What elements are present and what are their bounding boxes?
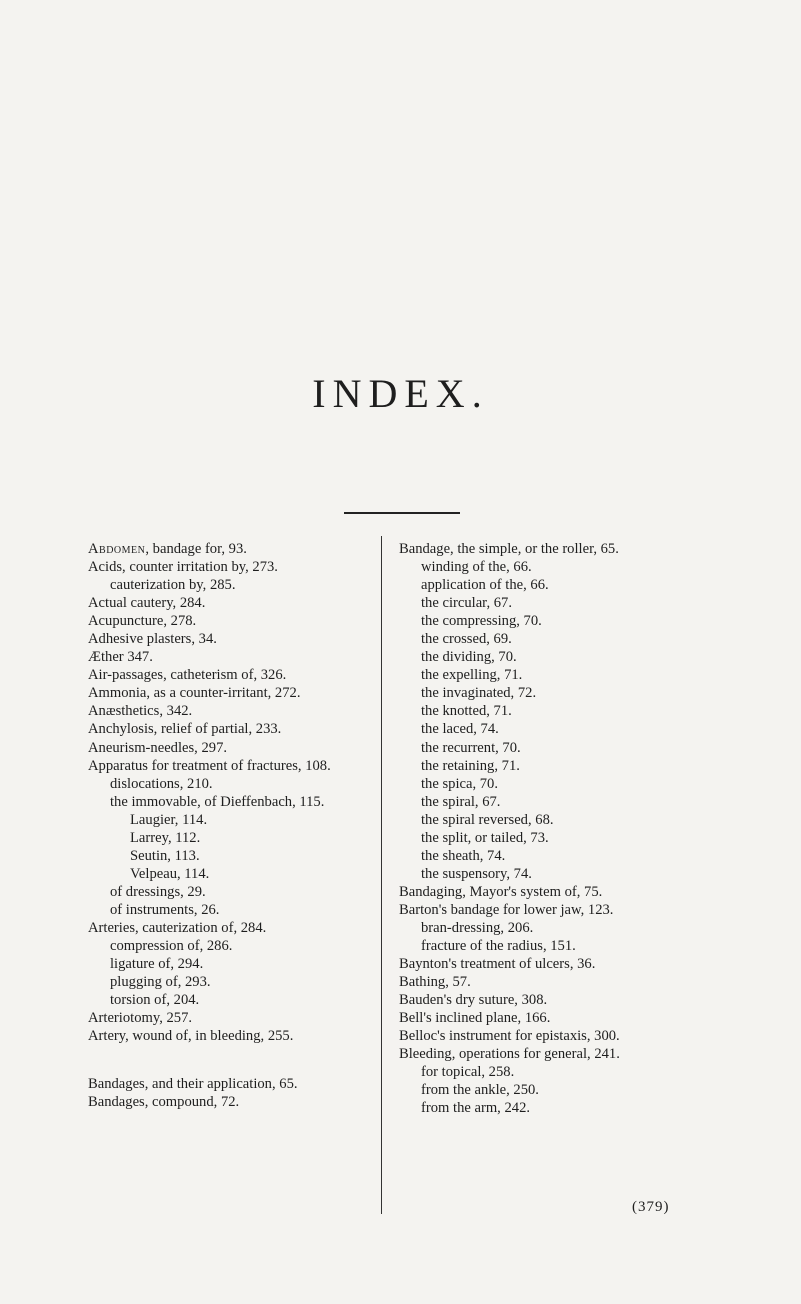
left-entry-list xyxy=(88,558,331,1045)
index-entry: the sheath, 74. xyxy=(421,847,506,864)
index-entry: Adhesive plasters, 34. xyxy=(88,631,217,648)
index-entry: Barton's bandage for lower jaw, 123. xyxy=(399,901,614,918)
index-entry: Air-passages, catheterism of, 326. xyxy=(88,667,287,684)
index-entry: Artery, wound of, in bleeding, 255. xyxy=(88,1028,294,1045)
index-entry: the knotted, 71. xyxy=(421,703,512,720)
index-entry: the invaginated, 72. xyxy=(421,685,537,702)
index-entry: Belloc's instrument for epistaxis, 300. xyxy=(399,1028,620,1045)
index-entry: the spiral, 67. xyxy=(421,793,501,810)
index-entry: from the arm, 242. xyxy=(421,1100,531,1117)
index-entry: ligature of, 294. xyxy=(110,956,204,973)
index-entry: Velpeau, 114. xyxy=(130,865,210,882)
index-entry: the expelling, 71. xyxy=(421,667,523,684)
index-entry: Æther 347. xyxy=(88,649,153,666)
index-entry: Bandaging, Mayor's system of, 75. xyxy=(399,883,603,900)
index-entry: Bandages, and their application, 65. xyxy=(88,1076,298,1093)
page-number: (379) xyxy=(632,1199,670,1215)
index-entry: Arteries, cauterization of, 284. xyxy=(88,919,267,936)
index-entry: the dividing, 70. xyxy=(421,649,517,666)
title-rule xyxy=(344,512,460,514)
index-entry: compression of, 286. xyxy=(110,938,233,955)
index-entry: of instruments, 26. xyxy=(110,901,220,918)
index-entry xyxy=(88,540,331,558)
index-entry: application of the, 66. xyxy=(421,577,549,594)
index-entry: the compressing, 70. xyxy=(421,613,542,630)
index-entry: Bathing, 57. xyxy=(399,974,471,991)
index-entry: Baynton's treatment of ulcers, 36. xyxy=(399,956,596,973)
index-entry: Ammonia, as a counter-irritant, 272. xyxy=(88,685,301,702)
column-divider xyxy=(381,536,382,1214)
index-entry: Anchylosis, relief of partial, 233. xyxy=(88,721,282,738)
index-entry: cauterization by, 285. xyxy=(110,577,236,594)
page-title: INDEX. xyxy=(312,371,489,416)
index-entry: the immovable, of Dieffenbach, 115. xyxy=(110,793,325,810)
index-entry: torsion of, 204. xyxy=(110,992,200,1009)
index-entry: Anæsthetics, 342. xyxy=(88,703,193,720)
index-entry: of dressings, 29. xyxy=(110,883,206,900)
index-entry: for topical, 258. xyxy=(421,1064,515,1081)
index-entry: the spiral reversed, 68. xyxy=(421,811,554,828)
index-entry: Seutin, 113. xyxy=(130,847,200,864)
entry-head-small-caps: Abdomen xyxy=(88,541,146,557)
index-entry: Larrey, 112. xyxy=(130,829,201,846)
index-entry: Actual cautery, 284. xyxy=(88,595,206,612)
entry-gap xyxy=(88,1045,331,1075)
index-entry: the split, or tailed, 73. xyxy=(421,829,549,846)
index-entry: Bell's inclined plane, 166. xyxy=(399,1010,551,1027)
index-entry: the suspensory, 74. xyxy=(421,865,532,882)
index-entry: Arteriotomy, 257. xyxy=(88,1010,193,1027)
index-entry: bran-dressing, 206. xyxy=(421,919,534,936)
index-entry: fracture of the radius, 151. xyxy=(421,938,576,955)
index-entry: Laugier, 114. xyxy=(130,811,208,828)
left-entry-list-continued xyxy=(88,1075,331,1111)
index-entry: Bleeding, operations for general, 241. xyxy=(399,1046,620,1063)
index-entry: Apparatus for treatment of fractures, 108. xyxy=(88,757,331,774)
index-entry: from the ankle, 250. xyxy=(421,1082,539,1099)
index-entry: the circular, 67. xyxy=(421,595,512,612)
index-entry: the spica, 70. xyxy=(421,775,499,792)
index-entry: plugging of, 293. xyxy=(110,974,211,991)
index-entry: dislocations, 210. xyxy=(110,775,213,792)
index-entry: Acupuncture, 278. xyxy=(88,613,197,630)
index-column-left xyxy=(88,540,331,1111)
index-entry: Aneurism-needles, 297. xyxy=(88,739,228,756)
index-entry: the recurrent, 70. xyxy=(421,739,521,756)
index-entry: Bandages, compound, 72. xyxy=(88,1094,240,1111)
entry-text: , bandage for, 93. xyxy=(145,541,247,557)
index-entry: the laced, 74. xyxy=(421,721,499,738)
right-entry-list xyxy=(399,540,620,1118)
index-entry: the crossed, 69. xyxy=(421,631,512,648)
index-column-right xyxy=(399,540,620,1118)
index-entry: Bandage, the simple, or the roller, 65. xyxy=(399,541,619,557)
index-entry: the retaining, 71. xyxy=(421,757,520,774)
index-entry: Bauden's dry suture, 308. xyxy=(399,992,548,1009)
index-entry: Acids, counter irritation by, 273. xyxy=(88,559,278,576)
index-entry: winding of the, 66. xyxy=(421,559,532,576)
